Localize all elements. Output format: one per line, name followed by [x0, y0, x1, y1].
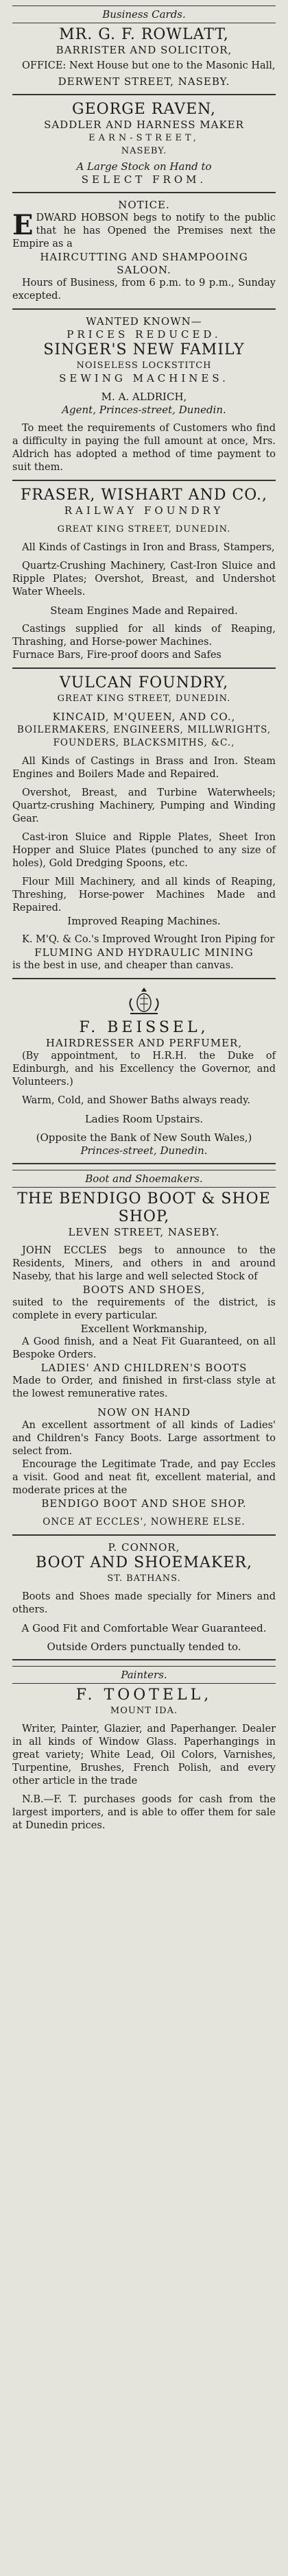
- ad-prices: PRICES REDUCED.: [67, 328, 221, 341]
- ad-hours: Hours of Business, from 6 p.m. to 9 p.m., Sunday excepted.: [12, 278, 276, 302]
- ad-heading: HAIRCUTTING AND SHAMPOOING SALOON.: [40, 251, 248, 276]
- ad-street: Princes-street, Dunedin.: [80, 1144, 208, 1157]
- ad-trade: OOT AND SHOEMAKER,: [47, 1554, 252, 1571]
- ad-body: Made to Order, and finished in first-class style at the lowest remunerative rates.: [12, 1375, 276, 1399]
- ad-body: An excellent assortment of all kinds of Ladies' and Children's Fancy Boots. Large assortment to select from.: [12, 1420, 276, 1457]
- ad-street: EARN-STREET,: [88, 133, 200, 143]
- ad-body: JOHN ECCLES begs to announce to the Residents, Miners, and others in and around Naseby, that his large and well selected Stock of: [12, 1245, 276, 1282]
- ad-street: LEVEN STREET, NASEBY.: [68, 1226, 220, 1238]
- divider: [12, 1163, 276, 1164]
- drop-cap: S: [43, 341, 55, 358]
- ad-trade: HAIRDRESSER AND PERFUMER,: [45, 1037, 243, 1049]
- ad-hobson: [12, 199, 276, 303]
- drop-cap: F.: [75, 1686, 96, 1704]
- ad-name: RASER, WISHART AND CO.,: [32, 487, 268, 504]
- ad-name: R. G. F. ROWLATT,: [75, 26, 229, 43]
- royal-arms-icon: [123, 985, 165, 1016]
- ad-street: GREAT KING STREET, DUNEDIN.: [57, 694, 231, 704]
- ad-body: All Kinds of Castings in Brass and Iron. Steam Engines and Boilers Made and Repaired.: [12, 756, 276, 780]
- ad-raven: [12, 101, 276, 186]
- ad-body: suited to the requirements of the district, is complete in every particular.: [12, 1297, 276, 1321]
- ad-shop: BENDIGO BOOT AND SHOE SHOP.: [41, 1497, 247, 1510]
- ad-body: Improved Reaping Machines.: [67, 915, 221, 927]
- ad-title: BARRISTER AND SOLICITOR,: [56, 44, 232, 56]
- ad-once: ONCE AT ECCLES', NOWHERE ELSE.: [43, 1517, 245, 1528]
- ad-notice: NOTICE.: [118, 199, 170, 211]
- ad-rowlatt: [12, 26, 276, 88]
- ad-body: Castings supplied for all kinds of Reaping, Thrashing, and Horse-power Machines.: [12, 624, 276, 648]
- drop-cap: F: [20, 487, 32, 504]
- drop-cap: M: [59, 26, 75, 43]
- ad-workmanship: Excellent Workmanship,: [80, 1323, 208, 1335]
- ad-bendigo: [12, 1190, 276, 1529]
- ad-body: All Kinds of Castings in Iron and Brass, Stampers,: [22, 542, 275, 553]
- ad-town: NASEBY.: [121, 146, 167, 156]
- drop-cap: V: [59, 674, 71, 691]
- ad-street: DERWENT STREET, NASEBY.: [58, 75, 230, 88]
- ad-name: ULCAN FOUNDRY,: [71, 674, 229, 691]
- ad-street: GREAT KING STREET, DUNEDIN.: [57, 524, 231, 535]
- ad-beissel: [12, 985, 276, 1157]
- ad-body: Steam Engines Made and Repaired.: [50, 604, 238, 617]
- ad-fraser: [12, 487, 276, 662]
- ad-name: EORGE RAVEN,: [84, 101, 216, 118]
- ad-connor: [12, 1541, 276, 1654]
- ad-tootell: [12, 1686, 276, 1832]
- ad-name: HE BENDIGO BOOT & SHOE SHOP,: [27, 1190, 271, 1225]
- drop-cap: T: [17, 1190, 28, 1207]
- ad-body: A Good finish, and a Neat Fit Guaranteed, on all Bespoke Orders.: [12, 1336, 276, 1360]
- section-header-business: Business Cards.: [12, 5, 276, 23]
- ad-fluming: FLUMING AND HYDRAULIC MINING: [34, 946, 254, 959]
- divider: [12, 1659, 276, 1660]
- section-header-painters: Painters.: [12, 1666, 276, 1684]
- ad-firm: KINCAID, M'QUEEN, AND CO.,: [52, 711, 236, 723]
- ad-agent: M. A. ALDRICH,: [101, 391, 187, 403]
- ad-now-on-hand: NOW ON HAND: [97, 1406, 191, 1419]
- ad-boots: BOOTS AND SHOES,: [82, 1284, 206, 1296]
- ad-name: P. CONNOR,: [108, 1541, 180, 1554]
- ad-baths: Warm, Cold, and Shower Baths always ready.: [22, 1095, 250, 1106]
- ad-ladies: LADIES' AND CHILDREN'S BOOTS: [40, 1362, 248, 1374]
- ad-ladies: Ladies Room Upstairs.: [84, 1113, 204, 1125]
- ad-sub: NOISELESS LOCKSTITCH: [76, 360, 212, 371]
- divider: [12, 308, 276, 310]
- ad-body: Overshot, Breast, and Turbine Waterwheels; Quartz-crushing Machinery, Pumping and Winding Gear.: [12, 787, 276, 824]
- drop-cap: E: [12, 209, 34, 241]
- ad-name: INGER'S NEW FAMILY: [54, 341, 245, 358]
- ad-vulcan: [12, 674, 276, 972]
- ad-body: DWARD HOBSON begs to notify to the public that he has Opened the Premises next the Empire as a: [12, 212, 276, 249]
- ad-body: Cast-iron Sluice and Ripple Plates, Sheet Iron Hopper and Sluice Plates (punched to any size of holes), Gold Dredging Spoons, etc.: [12, 832, 276, 869]
- drop-cap: F.: [79, 1019, 99, 1036]
- ad-body: To meet the requirements of Customers who find a difficulty in paying the full amount at once, Mrs. Aldrich has adopted a method of time payment to suit them.: [12, 423, 276, 473]
- divider: [12, 1534, 276, 1536]
- ad-name: BEISSEL,: [107, 1019, 209, 1036]
- ad-body: Writer, Painter, Glazier, and Paperhanger. Dealer in all kinds of Window Glass. Paperhangings in great variety; White Lead, Oil Colors, Varnishes, Turpentine, Brushes, French Polish, and every other article in the trade: [12, 1724, 276, 1787]
- ad-body: Boots and Shoes made specially for Miners and others.: [12, 1591, 276, 1615]
- ad-body: Quartz-Crushing Machinery, Cast-Iron Sluice and Ripple Plates; Overshot, Breast, and Undershot Water Wheels.: [12, 561, 276, 598]
- section-header-boot: Boot and Shoemakers.: [12, 1170, 276, 1188]
- ad-nb: N.B.—F. T. purchases goods for cash from the largest importers, and is able to offer them for sale at Dunedin prices.: [12, 1794, 276, 1831]
- divider: [12, 94, 276, 95]
- ad-office: OFFICE: Next House but one to the Masonic Hall,: [22, 60, 276, 71]
- ad-body: Furnace Bars, Fire-proof doors and Safes: [12, 650, 221, 661]
- ad-body: is the best in use, and cheaper than canvas.: [12, 960, 234, 971]
- ad-outside: Outside Orders punctually tended to.: [47, 1641, 241, 1653]
- ad-agent-address: Agent, Princes-street, Dunedin.: [62, 404, 226, 416]
- ad-singer: [12, 315, 276, 474]
- ad-wanted: WANTED KNOWN—: [86, 315, 202, 328]
- ad-select: SELECT FROM.: [81, 173, 207, 186]
- divider: [12, 480, 276, 481]
- ad-trade: SADDLER AND HARNESS MAKER: [44, 119, 244, 131]
- drop-cap: G: [71, 101, 85, 118]
- drop-cap: B: [36, 1554, 48, 1571]
- ad-body: Encourage the Legitimate Trade, and pay Eccles a visit. Good and neat fit, excellent material, and moderate prices at the: [12, 1459, 276, 1496]
- ad-street: ST. BATHANS.: [107, 1573, 181, 1584]
- ad-appointment: (By appointment, to H.R.H. the Duke of Edinburgh, and his Excellency the Governor, and Volunteers.): [12, 1051, 276, 1088]
- divider: [12, 192, 276, 193]
- ad-street: MOUNT IDA.: [110, 1706, 178, 1716]
- divider: [12, 978, 276, 979]
- ad-trades: BOILERMAKERS, ENGINEERS, MILLWRIGHTS, FOUNDERS, BLACKSMITHS, &C.,: [16, 724, 272, 748]
- ad-foundry: RAILWAY FOUNDRY: [64, 504, 224, 517]
- ad-stock: A Large Stock on Hand to: [76, 160, 212, 173]
- ad-body: Flour Mill Machinery, and all kinds of Reaping, Threshing, Horse-power Machines Made and Repaired.: [12, 876, 276, 913]
- ad-name: TOOTELL,: [104, 1686, 213, 1704]
- divider: [12, 667, 276, 669]
- ad-opposite: (Opposite the Bank of New South Wales,): [36, 1131, 252, 1144]
- ad-sub: SEWING MACHINES.: [59, 372, 229, 384]
- ad-body: K. M'Q. & Co.'s Improved Wrought Iron Piping for: [22, 934, 275, 945]
- ad-fit: A Good Fit and Comfortable Wear Guaranteed.: [21, 1622, 267, 1634]
